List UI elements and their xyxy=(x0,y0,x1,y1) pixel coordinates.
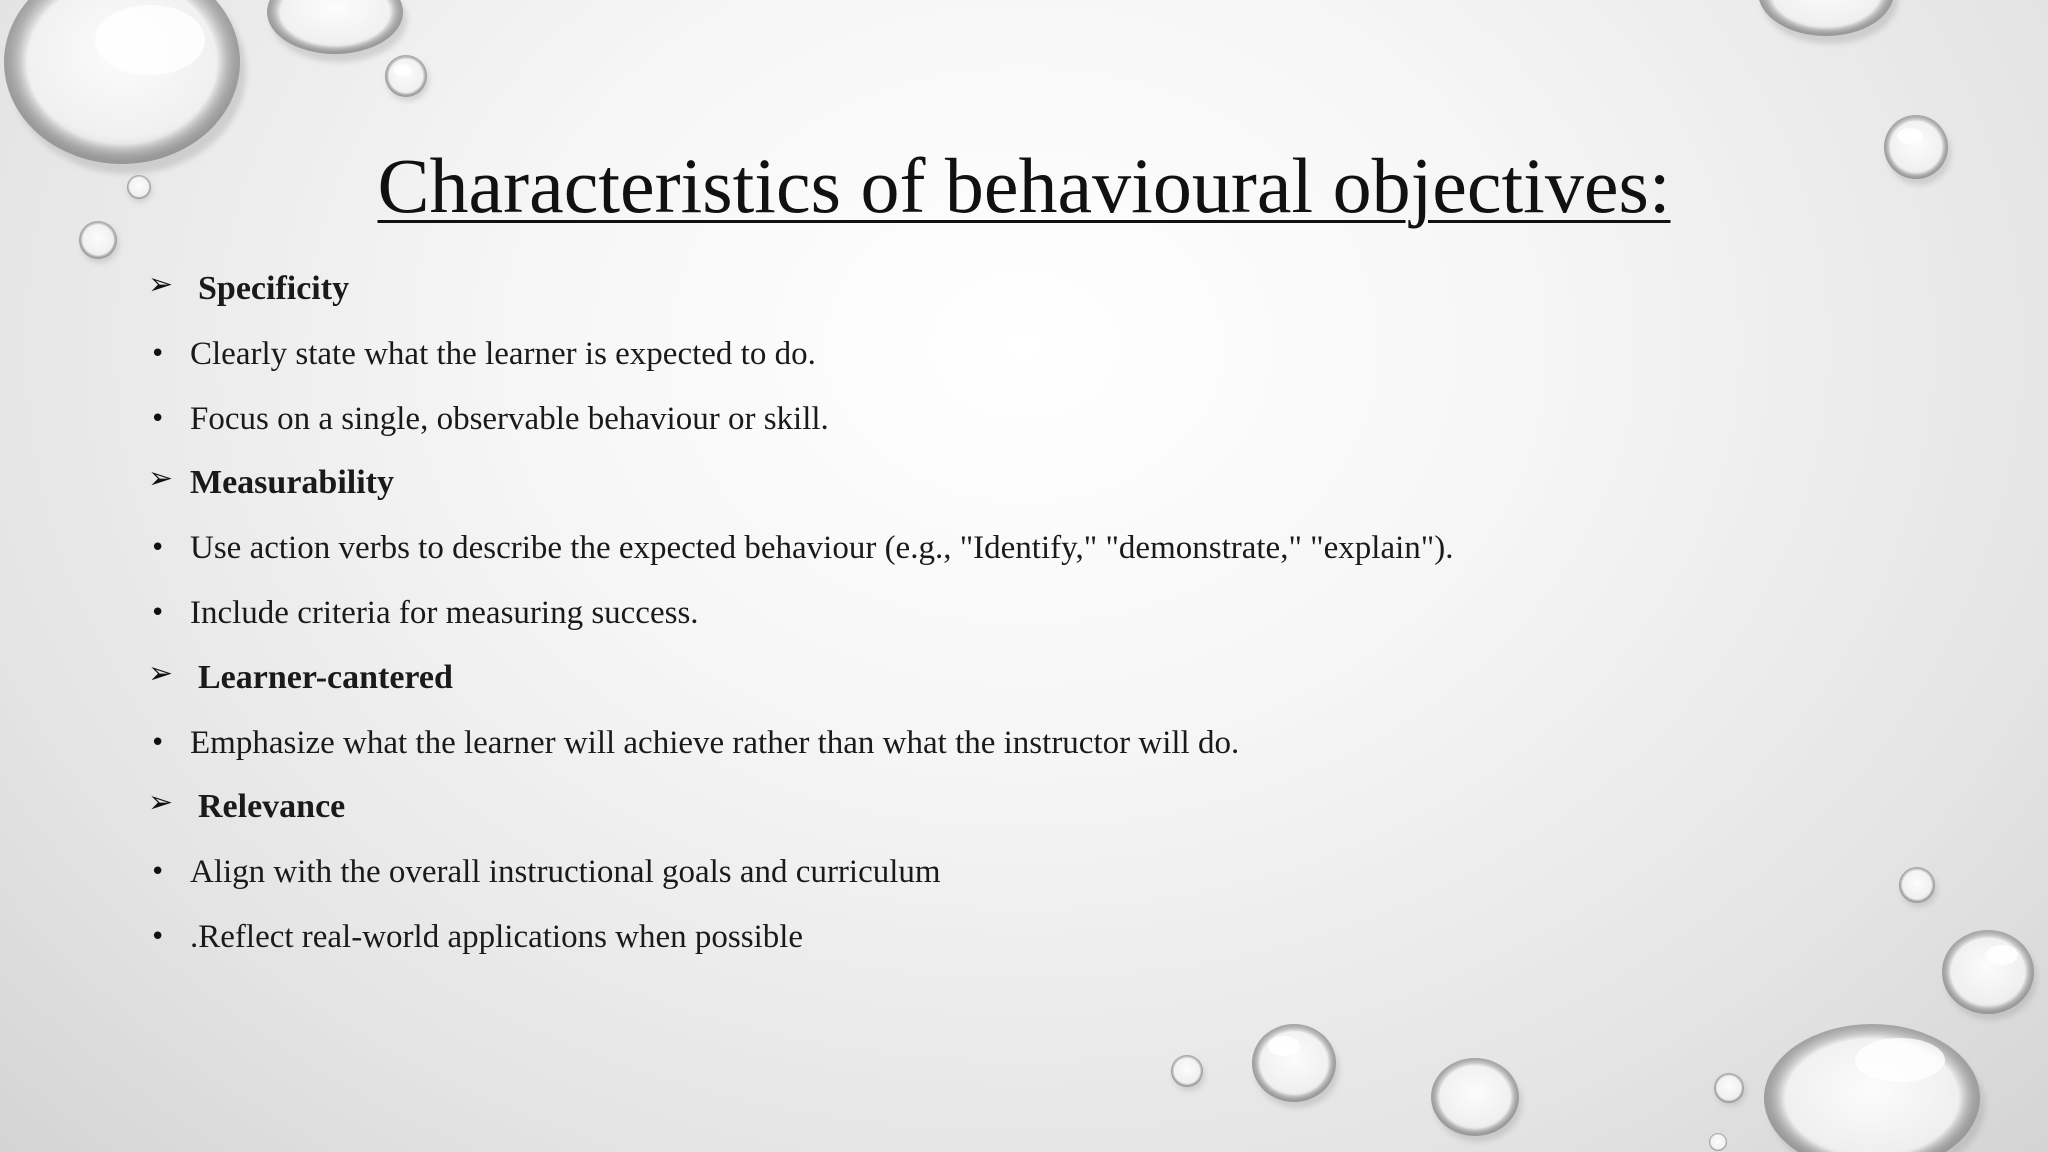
round-bullet-icon: • xyxy=(150,597,166,628)
slide-title xyxy=(0,138,2048,234)
water-droplet-icon xyxy=(1252,1024,1339,1108)
water-droplet-icon xyxy=(267,0,407,62)
list-item xyxy=(148,715,1948,780)
heading-learner-centered: Learner-cantered xyxy=(198,658,453,696)
list-item-heading-learner-centered xyxy=(148,650,1948,715)
round-bullet-icon: • xyxy=(150,338,166,369)
list-item xyxy=(148,844,1948,909)
heading-specificity: Specificity xyxy=(198,270,350,307)
water-droplet-icon xyxy=(1709,1133,1727,1151)
list-item-text: .Reflect real-world applications when possible xyxy=(190,918,804,955)
water-droplet-icon xyxy=(1171,1055,1205,1091)
water-droplet-icon xyxy=(1942,930,2037,1020)
list-item-text: Emphasize what the learner will achieve rather than what the instructor will do. xyxy=(190,724,1240,761)
list-item xyxy=(148,909,1948,974)
list-item xyxy=(148,585,1948,650)
round-bullet-icon: • xyxy=(150,403,166,434)
heading-relevance: Relevance xyxy=(198,788,346,826)
arrowhead-bullet-icon: ➢ xyxy=(148,785,174,821)
round-bullet-icon: • xyxy=(150,533,166,564)
round-bullet-icon: • xyxy=(150,921,166,952)
water-droplet-icon xyxy=(385,55,429,101)
list-item xyxy=(148,326,1948,391)
arrowhead-bullet-icon: ➢ xyxy=(148,461,174,497)
round-bullet-icon: • xyxy=(150,727,166,758)
list-item xyxy=(148,391,1948,456)
list-item-heading-relevance xyxy=(148,779,1948,844)
water-droplet-icon xyxy=(1758,0,1898,44)
list-item-text: Focus on a single, observable behaviour or skill. xyxy=(190,400,829,437)
arrowhead-bullet-icon: ➢ xyxy=(148,655,174,691)
heading-measurability: Measurability xyxy=(190,464,394,502)
list-item-text: Use action verbs to describe the expected behaviour (e.g., "Identify," "demonstrate," "explain"). xyxy=(190,530,1454,567)
water-droplet-icon xyxy=(1764,1024,1985,1152)
water-droplet-icon xyxy=(1714,1073,1746,1106)
list-item-heading-specificity xyxy=(148,261,1948,326)
objectives-list xyxy=(148,261,1948,974)
round-bullet-icon: • xyxy=(150,857,166,888)
slide-title-text: Characteristics of behavioural objectives: xyxy=(377,142,1671,229)
list-item-heading-measurability xyxy=(148,455,1948,520)
arrowhead-bullet-icon: ➢ xyxy=(148,267,174,302)
list-item-text: Align with the overall instructional goals and curriculum xyxy=(190,854,941,891)
list-item xyxy=(148,520,1948,585)
list-item-text: Clearly state what the learner is expected to do. xyxy=(190,335,816,372)
list-item-text: Include criteria for measuring success. xyxy=(190,594,699,631)
water-droplet-icon xyxy=(1431,1058,1522,1142)
